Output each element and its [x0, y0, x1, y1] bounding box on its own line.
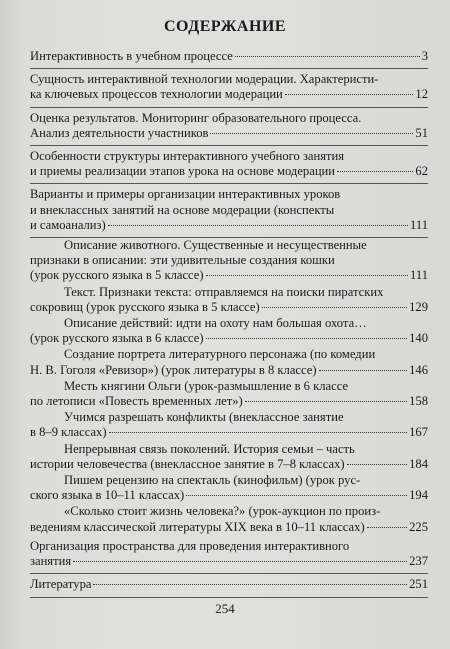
toc-entry[interactable] [30, 504, 428, 535]
toc-entry[interactable] [30, 410, 428, 441]
dot-leader [235, 56, 420, 57]
toc-entry[interactable] [30, 238, 428, 285]
page-title: СОДЕРЖАНИЕ [163, 18, 287, 35]
dot-leader [337, 171, 413, 172]
toc-entry[interactable] [30, 473, 428, 504]
dot-leader [73, 561, 407, 562]
toc-page-number: 111 [410, 268, 428, 283]
toc-entry-text: «Сколько стоит жизнь человека?» (урок-аукцион по произ- [64, 504, 381, 519]
toc-entry-text: Месть княгини Ольги (урок-размышление в 6 классе [64, 378, 349, 393]
dot-leader [93, 584, 407, 585]
toc-page-number: 194 [409, 488, 428, 503]
dot-leader [109, 432, 408, 433]
toc-entry-text: признаки в описании: эти удивительные создания кошки [30, 253, 335, 268]
toc-page-number: 184 [409, 456, 428, 471]
toc-entry[interactable] [30, 316, 428, 347]
toc-entry-text: Описание животного. Существенные и несущественные [64, 238, 367, 253]
toc-page-number: 237 [409, 554, 428, 569]
toc-entry-text: сокровищ (урок русского языка в 5 классе) [30, 299, 260, 314]
dot-leader [319, 370, 408, 371]
toc-page-number: 12 [415, 87, 428, 102]
toc-entry[interactable] [30, 347, 428, 378]
dot-leader [186, 495, 407, 496]
dot-leader [108, 225, 408, 226]
toc-page-number: 140 [409, 331, 428, 346]
toc-entry-text: ского языка в 10–11 классах) [30, 488, 185, 503]
dot-leader [347, 464, 408, 465]
toc-entry-text: и приемы реализации этапов урока на основе модерации [30, 164, 336, 179]
toc-entry[interactable] [30, 539, 428, 574]
toc-entry-text: по летописи «Повесть временных лет») [30, 394, 243, 409]
toc-entry-text: и самоанализ) [30, 217, 106, 232]
toc-entry-text: Оценка результатов. Мониторинг образовательного процесса. [30, 110, 362, 125]
toc-entry-text: Описание действий: идти на охоту нам большая охота… [64, 316, 367, 331]
toc-page-number: 146 [409, 362, 428, 377]
toc-entry-text: Интерактивность в учебном процессе [30, 49, 233, 63]
toc-entry-text: Н. В. Гоголя «Ревизор») (урок литературы в 8 классе) [30, 362, 317, 377]
toc-entry-text: ведениям классической литературы XIX века в 10–11 классах) [30, 519, 365, 534]
dot-leader [367, 527, 407, 528]
toc-entry-text: Непрерывная связь поколений. История семьи – часть [64, 441, 355, 456]
toc-entry-text: Организация пространства для проведения интерактивного [30, 538, 350, 553]
toc-page-number: 111 [410, 217, 428, 232]
toc-entry-text: Сущность интерактивной технологии модерации. Характеристи- [30, 72, 379, 87]
toc-entry[interactable] [30, 111, 428, 146]
dot-leader [210, 133, 413, 134]
toc-entry-text: (урок русского языка в 5 классе) [30, 268, 204, 283]
toc-entry-text: занятия [30, 554, 72, 569]
toc-entry[interactable] [30, 49, 428, 69]
toc-entry-text: Особенности структуры интерактивного учебного занятия [30, 149, 345, 164]
toc-entry-text: Пишем рецензию на спектакль (кинофильм) (урок рус- [64, 473, 361, 488]
dot-leader [262, 307, 407, 308]
toc-entry[interactable] [30, 379, 428, 410]
dot-leader [285, 94, 414, 95]
toc-entry[interactable] [30, 577, 428, 597]
toc-page-number: 3 [421, 49, 428, 63]
toc-entry-text: Учимся разрешать конфликты (внеклассное занятие [64, 410, 344, 425]
toc-page-number: 225 [409, 519, 428, 534]
table-of-contents [30, 46, 428, 598]
toc-entry-text: в 8–9 классах) [30, 425, 107, 440]
toc-entry-text: Анализ деятельности участников [30, 125, 209, 140]
toc-entry-text: (урок русского языка в 6 классе) [30, 331, 204, 346]
toc-entry-text: Текст. Признаки текста: отправляемся на поиски пиратских [64, 284, 384, 299]
toc-entry-text: истории человечества (внеклассное занятие в 7–8 классах) [30, 456, 345, 471]
toc-entry-text: Варианты и примеры организации интерактивных уроков [30, 187, 341, 202]
dot-leader [206, 338, 408, 339]
toc-page-number: 251 [409, 577, 428, 592]
toc-page-number: 51 [415, 125, 428, 140]
toc-entry[interactable] [30, 442, 428, 473]
toc-entry-text: Создание портрета литературного персонажа (по комедии [64, 347, 376, 362]
dot-leader [206, 275, 408, 276]
toc-page-number: 158 [409, 394, 428, 409]
toc-entry-text: ка ключевых процессов технологии модерации [30, 87, 283, 102]
toc-entry-text: и внеклассных занятий на основе модерации (конспекты [30, 202, 335, 217]
toc-page-number: 62 [415, 164, 428, 179]
toc-entry[interactable] [30, 72, 428, 107]
toc-entry-text: Литература [30, 577, 92, 592]
toc-page-number: 129 [409, 299, 428, 314]
dot-leader [245, 401, 407, 402]
page-number: 254 [215, 601, 235, 616]
toc-entry[interactable] [30, 187, 428, 238]
toc-entry[interactable] [30, 285, 428, 316]
toc-entry[interactable] [30, 149, 428, 184]
toc-page-number: 167 [409, 425, 428, 440]
